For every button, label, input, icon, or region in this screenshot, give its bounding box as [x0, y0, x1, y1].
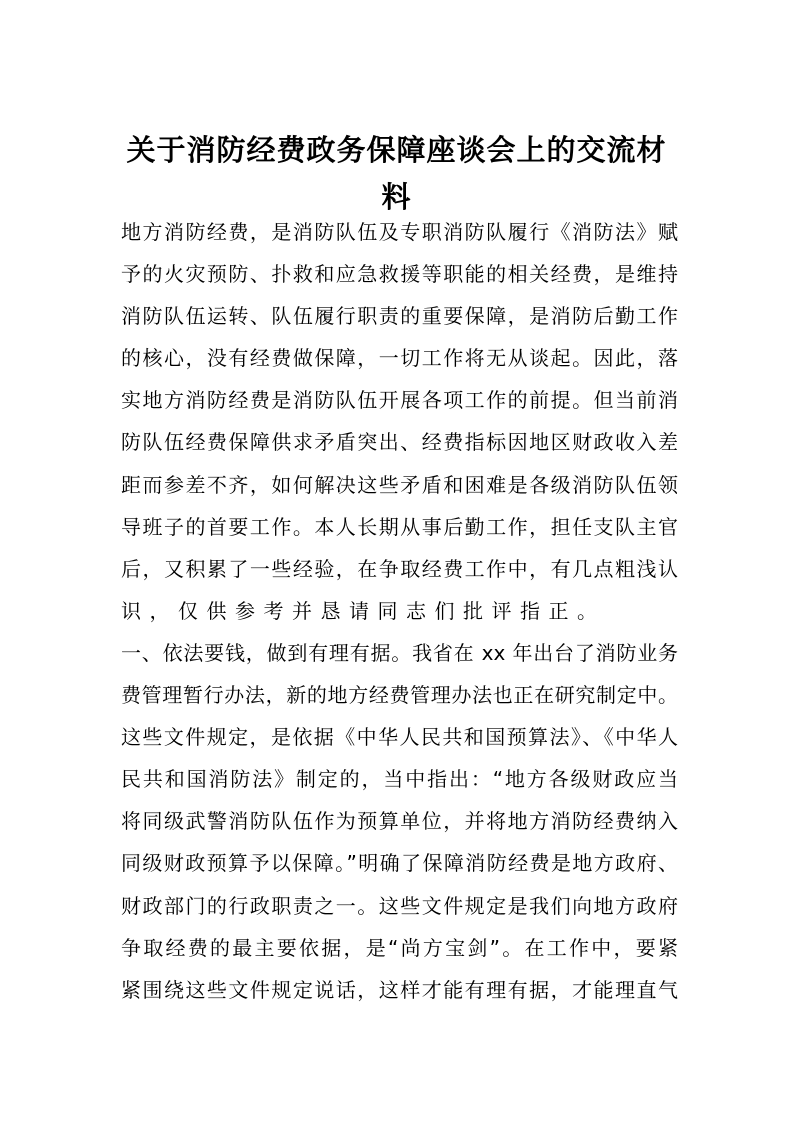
document-title-line-2: 料 [381, 180, 412, 214]
paragraph-line: 财政部门的行政职责之一。这些文件规定是我们向地方政府 [121, 893, 678, 918]
paragraph-line: 将同级武警消防队伍作为预算单位，并将地方消防经费纳入 [121, 809, 678, 834]
paragraph-line: 识，仅供参考并恳请同志们批评指正。 [121, 598, 606, 623]
paragraph-line: 同级财政预算予以保障。”明确了保障消防经费是地方政府、 [121, 851, 678, 876]
paragraph-line: 予的火灾预防、扑救和应急救援等职能的相关经费，是维持 [121, 262, 678, 287]
paragraph-line: 这些文件规定，是依据《中华人民共和国预算法》、《中华人 [121, 725, 678, 750]
paragraph-line: 费管理暂行办法，新的地方经费管理办法也正在研究制定中。 [121, 683, 678, 708]
paragraph-line: 地方消防经费，是消防队伍及专职消防队履行《消防法》赋 [121, 220, 678, 244]
document-title-line-1: 关于消防经费政务保障座谈会上的交流材 [126, 133, 667, 167]
paragraph-line: 一、依法要钱，做到有理有据。我省在 xx 年出台了消防业务 [121, 640, 678, 665]
paragraph-line: 导班子的首要工作。本人长期从事后勤工作，担任支队主官 [121, 514, 678, 539]
paragraph-line: 的核心，没有经费做保障，一切工作将无从谈起。因此，落 [121, 346, 678, 371]
document-body [121, 218, 678, 1018]
paragraph-line: 民共和国消防法》制定的，当中指出：“地方各级财政应当 [121, 767, 678, 792]
paragraph-line: 实地方消防经费是消防队伍开展各项工作的前提。但当前消 [121, 388, 678, 413]
paragraph-line: 紧围绕这些文件规定说话，这样才能有理有据，才能理直气 [121, 977, 678, 1002]
paragraph-line: 防队伍经费保障供求矛盾突出、经费指标因地区财政收入差 [121, 430, 678, 455]
paragraph-line: 争取经费的最主要依据，是“尚方宝剑”。在工作中，要紧 [121, 935, 678, 960]
paragraph-line: 后，又积累了一些经验，在争取经费工作中，有几点粗浅认 [121, 556, 678, 581]
paragraph-line: 消防队伍运转、队伍履行职责的重要保障，是消防后勤工作 [121, 304, 678, 329]
paragraph-line: 距而参差不齐，如何解决这些矛盾和困难是各级消防队伍领 [121, 472, 678, 497]
